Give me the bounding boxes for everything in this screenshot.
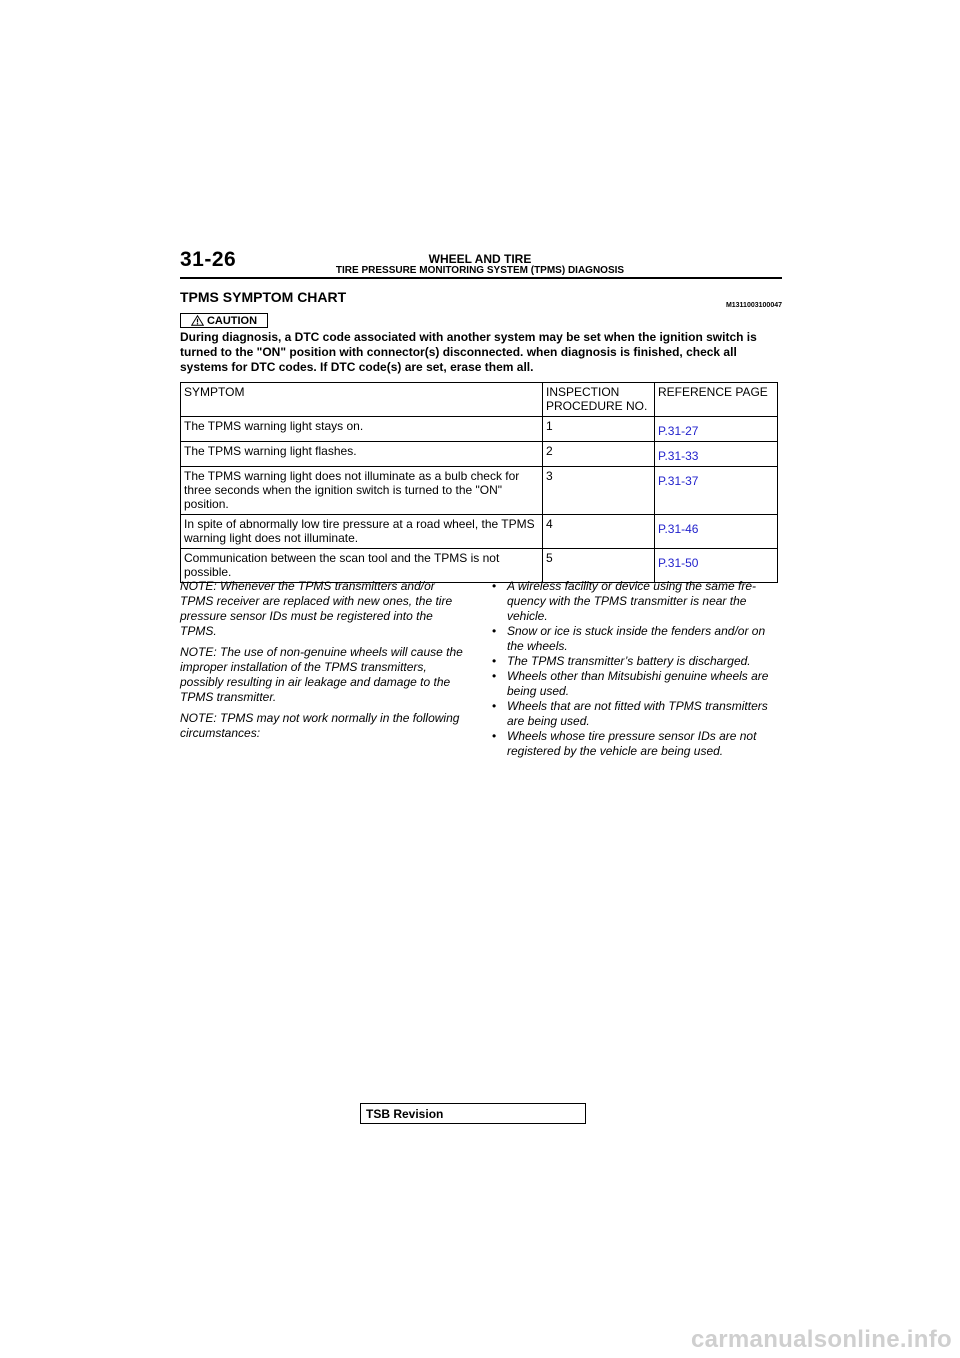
table-row bbox=[181, 467, 778, 515]
bullet-icon: • bbox=[492, 654, 497, 668]
table-row bbox=[181, 549, 778, 583]
list-item bbox=[492, 669, 782, 699]
reference-link[interactable]: P.31-46 bbox=[658, 522, 699, 536]
tsb-revision-label: TSB Revision bbox=[366, 1107, 444, 1121]
symptom-cell: Communication between the scan tool and the TPMS is not possible. bbox=[181, 549, 543, 583]
page-number: 31-26 bbox=[180, 248, 237, 271]
note-paragraph: NOTE: The use of non-genuine wheels will cause the improper installation of the TPMS transmitters, possibly resulting in air leakage and damage to the TPMS transmitter. bbox=[180, 645, 463, 704]
symptom-chart-table bbox=[180, 382, 778, 583]
bullet-icon: • bbox=[492, 699, 497, 713]
procedure-cell: 2 bbox=[543, 442, 655, 467]
bullet-icon: • bbox=[492, 729, 497, 743]
list-item-text: A wireless facility or device using the same fre-quency with the TPMS transmitter is near the vehicle. bbox=[507, 579, 756, 623]
header-reference-page: REFERENCE PAGE bbox=[655, 383, 778, 417]
caution-box bbox=[180, 313, 268, 328]
header-rule bbox=[180, 277, 782, 279]
list-item-text: Wheels other than Mitsubishi genuine wheels are being used. bbox=[507, 669, 769, 698]
list-item bbox=[492, 654, 782, 669]
list-item-text: Wheels whose tire pressure sensor IDs are not registered by the vehicle are being used. bbox=[507, 729, 757, 758]
section-code: M1311003100047 bbox=[725, 302, 782, 309]
reference-link[interactable]: P.31-27 bbox=[658, 424, 699, 438]
list-item-text: Wheels that are not fitted with TPMS transmitters are being used. bbox=[507, 699, 768, 728]
reference-link[interactable]: P.31-33 bbox=[658, 449, 699, 463]
symptom-cell: The TPMS warning light stays on. bbox=[181, 417, 543, 442]
caution-label: CAUTION bbox=[206, 314, 258, 327]
list-item bbox=[492, 699, 782, 729]
bullet-icon: • bbox=[492, 624, 497, 638]
table-header-row bbox=[181, 383, 778, 417]
procedure-cell: 5 bbox=[543, 549, 655, 583]
table-row bbox=[181, 417, 778, 442]
circumstances-list bbox=[492, 579, 782, 759]
bullet-icon: • bbox=[492, 579, 497, 593]
procedure-cell: 4 bbox=[543, 515, 655, 549]
list-item bbox=[492, 579, 782, 624]
table-row bbox=[181, 442, 778, 467]
symptom-cell: In spite of abnormally low tire pressure at a road wheel, the TPMS warning light does not illuminate. bbox=[181, 515, 543, 549]
symptom-cell: The TPMS warning light does not illuminate as a bulb check for three seconds when the ignition switch is turned to the "ON" position. bbox=[181, 467, 543, 515]
note-paragraph: NOTE: TPMS may not work normally in the following circumstances: bbox=[180, 711, 460, 740]
list-item bbox=[492, 729, 782, 759]
watermark: carmanualsonline.info bbox=[690, 1326, 952, 1353]
reference-link[interactable]: P.31-37 bbox=[658, 474, 699, 488]
procedure-cell: 3 bbox=[543, 467, 655, 515]
caution-text: During diagnosis, a DTC code associated with another system may be set when the ignition switch is turned to the "ON" position with connector(s) disconnected. when diagnosis is finished, check all systems for DTC codes. If DTC code(s) are set, erase them all. bbox=[180, 330, 757, 374]
list-item bbox=[492, 624, 782, 654]
header-title: WHEEL AND TIRE bbox=[428, 252, 532, 266]
section-title: TPMS SYMPTOM CHART bbox=[180, 289, 347, 305]
symptom-cell: The TPMS warning light flashes. bbox=[181, 442, 543, 467]
table-row bbox=[181, 515, 778, 549]
header-symptom: SYMPTOM bbox=[181, 383, 543, 417]
tsb-revision-box bbox=[360, 1103, 586, 1124]
list-item-text: The TPMS transmitter’s battery is discharged. bbox=[507, 654, 751, 668]
procedure-cell: 1 bbox=[543, 417, 655, 442]
bullet-icon: • bbox=[492, 669, 497, 683]
header-subtitle: TIRE PRESSURE MONITORING SYSTEM (TPMS) DIAGNOSIS bbox=[335, 265, 625, 276]
reference-link[interactable]: P.31-50 bbox=[658, 556, 699, 570]
warning-triangle-icon bbox=[191, 315, 204, 326]
header-inspection-procedure: INSPECTION PROCEDURE NO. bbox=[543, 383, 655, 417]
list-item-text: Snow or ice is stuck inside the fenders and/or on the wheels. bbox=[507, 624, 766, 653]
notes-column bbox=[180, 579, 470, 747]
note-paragraph: NOTE: Whenever the TPMS transmitters and/or TPMS receiver are replaced with new ones, the tire pressure sensor IDs must be registered into the TPMS. bbox=[180, 579, 453, 638]
